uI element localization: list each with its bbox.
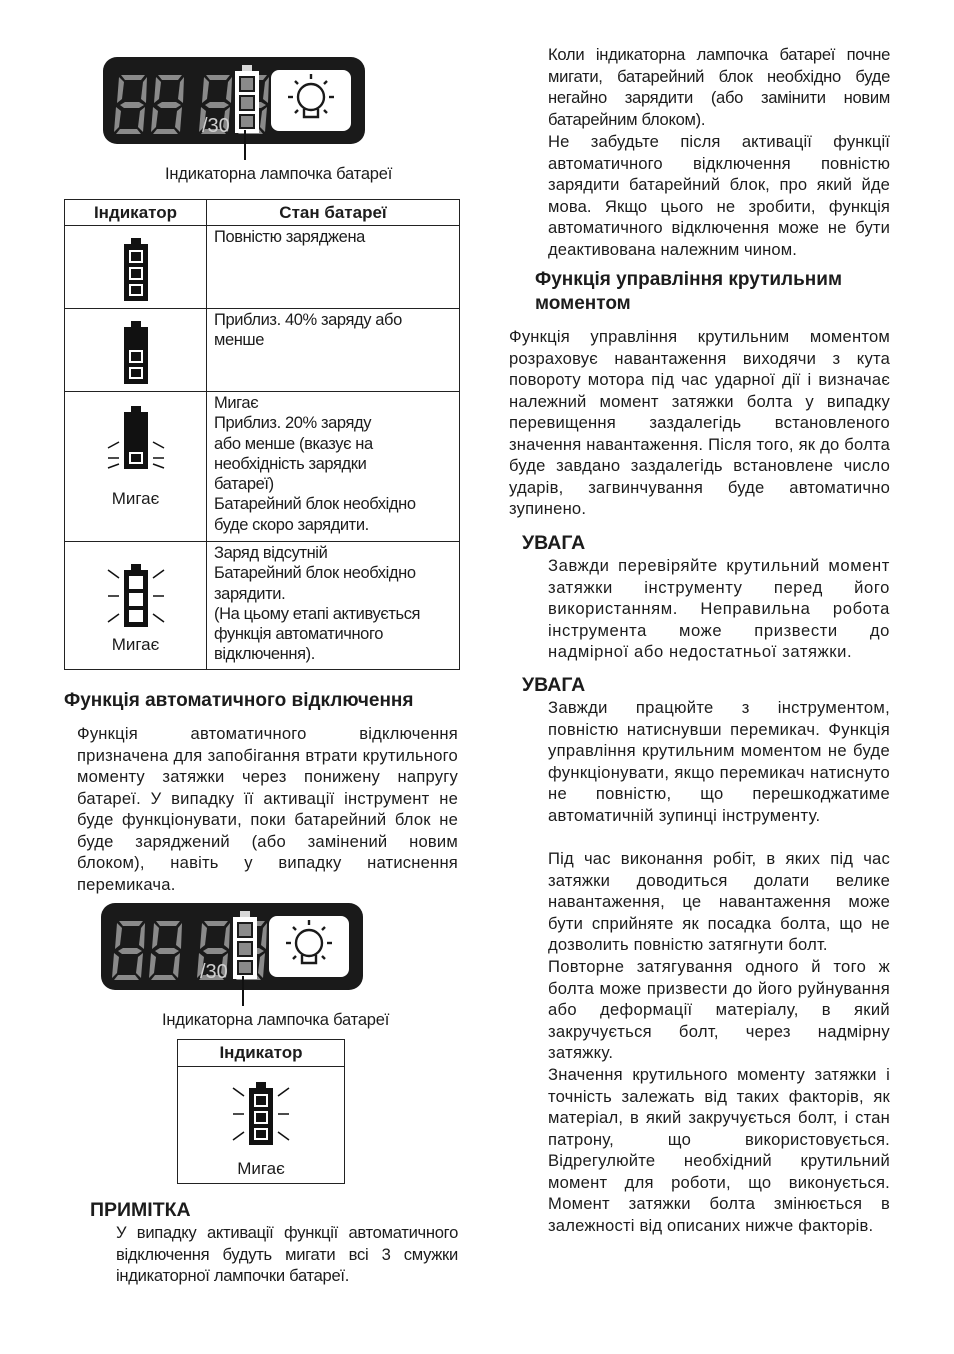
battery-20-state: Мигає Приблиз. 20% заряду або менше (вказує на необхідність зарядки батареї) Батарейний блок необхідно буде скоро зарядити. xyxy=(207,392,460,542)
auto-off-body: Функція автоматичного відключення призначена для запобігання втрати крутильного моменту затяжки через понижену напругу батареї. У випадку її активації інструмент не буде функціонувати, поки батарейний блок не буде заряджений (або замінений новим блоком), навіть у випадку натиснення перемикача. xyxy=(77,724,458,894)
blink-label: Мигає xyxy=(111,489,160,508)
battery-full-icon xyxy=(65,226,207,309)
battery-empty-state: Заряд відсутній Батарейний блок необхідно зарядити. (На цьому етапі активується функція автоматичного відключення). xyxy=(207,542,460,670)
battery-one-bar-blinking-icon xyxy=(65,392,207,542)
caution-body-2d: Значення крутильного моменту затяжки і точність залежать від таких факторів, як матеріал, в який закручується болт, і стан патрону, що використовується. Відрегулюйте необхідний крутильний момент для роботи, що виконується. Момент затяжки болта змінюється в залежності від описаних нижче факторів. xyxy=(548,1065,890,1235)
battery-40-state: Приблиз. 40% заряду або менше xyxy=(207,309,460,392)
note-body: У випадку активації функції автоматичного відключення будуть мигати всі 3 смужки індикаторної лампочки батареї. xyxy=(116,1223,458,1285)
lcd-caption-2: Індикаторна лампочка батареї xyxy=(162,1011,390,1029)
torque-heading: Функція управління крутильним моментом xyxy=(535,269,843,314)
lcd-display-panel-2 xyxy=(101,903,363,990)
blink-label: Мигає xyxy=(111,635,160,654)
battery-all-bars-blinking-icon xyxy=(178,1082,344,1146)
battery-state-table xyxy=(64,199,460,670)
caution-heading-1: УВАГА xyxy=(522,532,586,554)
caution-body-2a: Завжди працюйте з інструментом, повністю натиснувши перемикач. Функція управління крутильним моментом не буде функціонувати, якщо перемикач натиснуто не повністю, що перешкоджатиме автоматичній зупинці інструменту. xyxy=(548,698,890,825)
caution-heading-2: УВАГА xyxy=(522,674,586,696)
lcd-fraction-text: /30 xyxy=(202,115,230,137)
caption-pointer-2 xyxy=(242,976,244,1006)
caution-body-2c: Повторне затягування одного й того ж болта може призвести до його руйнування або деформації матеріалу, в який закручується болт, через надмірну затяжку. xyxy=(548,957,890,1062)
caution-body-2b: Під час виконання робіт, в яких під час затяжки доводиться долати велике навантаження, це навантаження може бути сприйняте як посадка болта, що не дозволить повністю затягнути болт. xyxy=(548,849,890,954)
blink-label: Мигає xyxy=(237,1159,285,1178)
note-heading: ПРИМІТКА xyxy=(90,1199,191,1221)
indicator-table-header: Індикатор xyxy=(178,1040,344,1067)
indicator-table-small xyxy=(177,1039,345,1184)
header-indicator: Індикатор xyxy=(65,200,207,226)
lcd-caption: Індикаторна лампочка батареї xyxy=(165,165,393,183)
auto-off-recharge-advice: Не забудьте після активації функції автоматичного відключення повністю зарядити батарейний блок, про який йде мова. Якщо цього не зробити, функція автоматичного відключення може не бути деактивована належним чином. xyxy=(548,132,890,259)
battery-full-state: Повністю заряджена xyxy=(207,226,460,309)
lcd-fraction-text-2: /30 xyxy=(200,961,228,983)
battery-empty-blinking-icon xyxy=(65,542,207,670)
header-battery-state: Стан батареї xyxy=(207,200,460,226)
caution-body-1: Завжди перевіряйте крутильний момент затяжки інструменту перед його використанням. Неправильна робота інструмента може призвести до надмірної або недостатньої затяжки. xyxy=(548,556,890,661)
battery-two-bars-icon xyxy=(65,309,207,392)
caption-pointer xyxy=(244,130,246,160)
torque-body: Функція управління крутильним моментом розраховує навантаження виходячи з кута повороту мотора під час ударної дії і визначає належний момент затяжки болта у випадку перевищення заздалегідь встановленого значення навантаження. Після того, як до болта буде завдано заздалегідь встановлене число ударів, загвинчування буде автоматично зупинено. xyxy=(509,327,890,518)
lcd-display-panel xyxy=(103,57,365,144)
auto-off-heading: Функція автоматичного відключення xyxy=(64,690,414,711)
battery-blink-advice: Коли індикаторна лампочка батареї почне мигати, батарейний блок необхідно буде негайно зарядити (або замінити новим батарейним блоком). xyxy=(548,45,890,129)
